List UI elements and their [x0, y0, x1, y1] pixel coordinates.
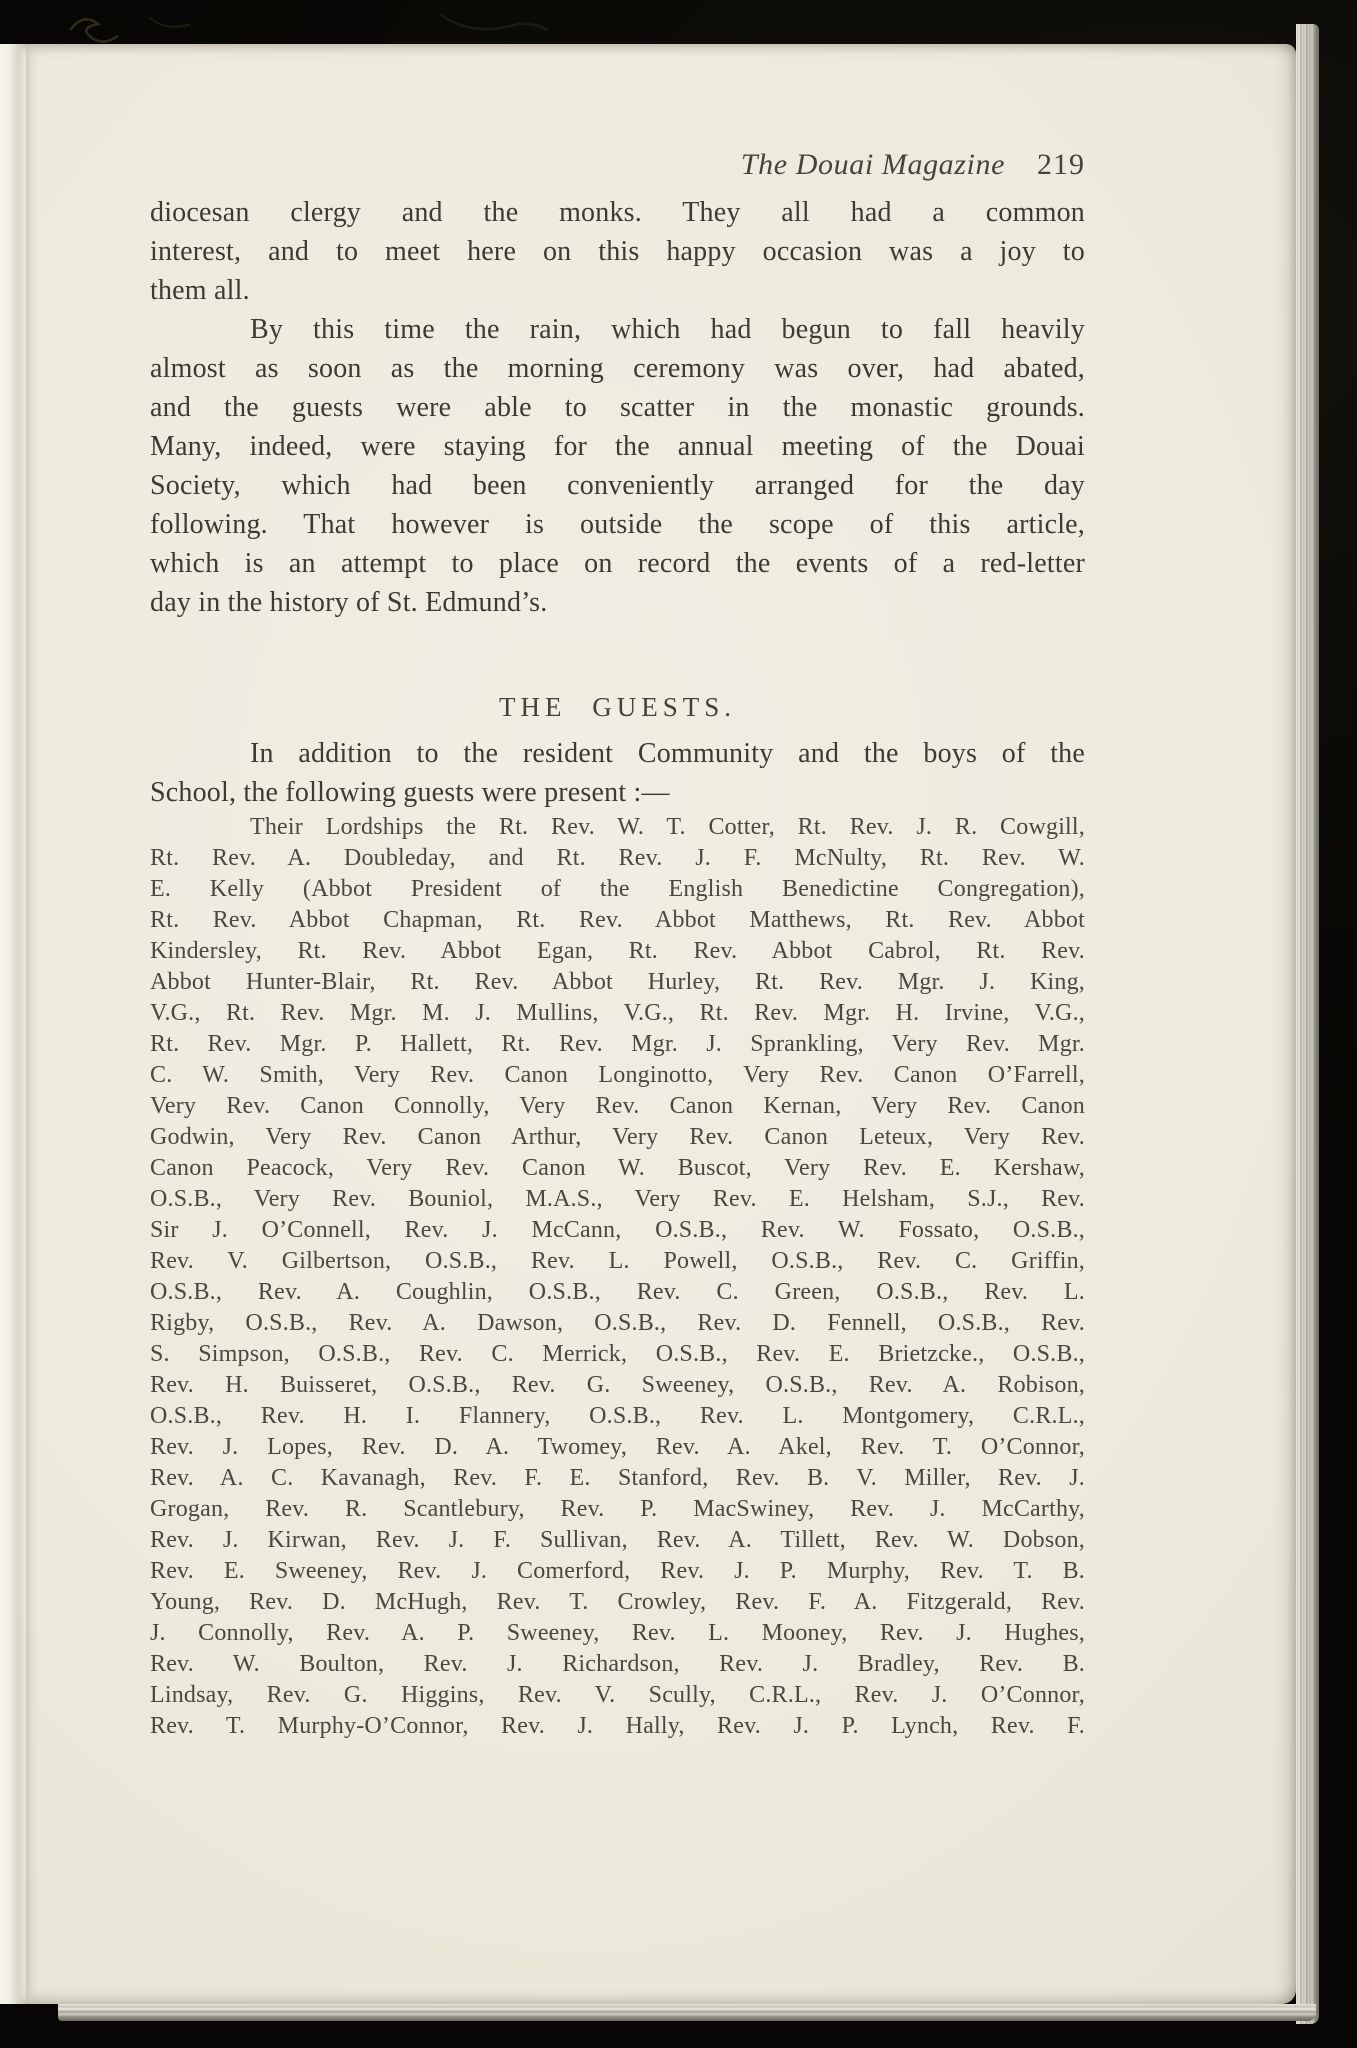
guest-list-line: Rt. Rev. Mgr. P. Hallett, Rt. Rev. Mgr. J. Sprankling, Very Rev. Mgr.: [150, 1031, 1085, 1057]
guest-list-line: O.S.B., Very Rev. Bouniol, M.A.S., Very Rev. E. Helsham, S.J., Rev.: [150, 1186, 1085, 1212]
body-text-line: By this time the rain, which had begun to fall heavily: [250, 314, 1085, 345]
guest-list-line: Their Lordships the Rt. Rev. W. T. Cotter, Rt. Rev. J. R. Cowgill,: [250, 814, 1085, 840]
guest-list-line: Young, Rev. D. McHugh, Rev. T. Crowley, Rev. F. A. Fitzgerald, Rev.: [150, 1589, 1085, 1615]
guest-list-line: Godwin, Very Rev. Canon Arthur, Very Rev. Canon Leteux, Very Rev.: [150, 1124, 1085, 1150]
guest-list-line: Rt. Rev. A. Doubleday, and Rt. Rev. J. F. McNulty, Rt. Rev. W.: [150, 845, 1085, 871]
guest-list-line: Grogan, Rev. R. Scantlebury, Rev. P. MacSwiney, Rev. J. McCarthy,: [150, 1496, 1085, 1522]
guest-list-line: Rev. J. Lopes, Rev. D. A. Twomey, Rev. A. Akel, Rev. T. O’Connor,: [150, 1434, 1085, 1460]
guest-list-line: V.G., Rt. Rev. Mgr. M. J. Mullins, V.G., Rt. Rev. Mgr. H. Irvine, V.G.,: [150, 1000, 1085, 1026]
guest-list-line: Kindersley, Rt. Rev. Abbot Egan, Rt. Rev. Abbot Cabrol, Rt. Rev.: [150, 938, 1085, 964]
guest-list-line: Rev. W. Boulton, Rev. J. Richardson, Rev. J. Bradley, Rev. B.: [150, 1651, 1085, 1677]
guests-intro-paragraph: [150, 734, 1085, 812]
body-paragraphs: [150, 193, 1085, 622]
guest-list-line: Rt. Rev. Abbot Chapman, Rt. Rev. Abbot Matthews, Rt. Rev. Abbot: [150, 907, 1085, 933]
guest-list-line: Sir J. O’Connell, Rev. J. McCann, O.S.B., Rev. W. Fossato, O.S.B.,: [150, 1217, 1085, 1243]
guest-list-line: Very Rev. Canon Connolly, Very Rev. Canon Kernan, Very Rev. Canon: [150, 1093, 1085, 1119]
body-text-line: almost as soon as the morning ceremony was over, had abated,: [150, 353, 1085, 384]
guest-list-line: O.S.B., Rev. A. Coughlin, O.S.B., Rev. C. Green, O.S.B., Rev. L.: [150, 1279, 1085, 1305]
guest-list-line: Rev. A. C. Kavanagh, Rev. F. E. Stanford, Rev. B. V. Miller, Rev. J.: [150, 1465, 1085, 1491]
page-text-column: [150, 193, 1085, 1742]
guest-list-line: Rev. J. Kirwan, Rev. J. F. Sullivan, Rev. A. Tillett, Rev. W. Dobson,: [150, 1527, 1085, 1553]
page-edge-stack-right: [1296, 24, 1319, 2024]
body-text-line: interest, and to meet here on this happy occasion was a joy to: [150, 236, 1085, 267]
page-gutter-fold: [0, 44, 26, 2004]
page-edge-stack-bottom: [58, 2004, 1316, 2021]
guest-list-line: Rigby, O.S.B., Rev. A. Dawson, O.S.B., Rev. D. Fennell, O.S.B., Rev.: [150, 1310, 1085, 1336]
section-heading: THE GUESTS.: [499, 692, 736, 722]
guest-list-line: Rev. V. Gilbertson, O.S.B., Rev. L. Powell, O.S.B., Rev. C. Griffin,: [150, 1248, 1085, 1274]
body-text-line: them all.: [150, 275, 250, 306]
guest-list-line: C. W. Smith, Very Rev. Canon Longinotto, Very Rev. Canon O’Farrell,: [150, 1062, 1085, 1088]
guest-list-line: Rev. T. Murphy-O’Connor, Rev. J. Hally, Rev. J. P. Lynch, Rev. F.: [150, 1713, 1085, 1739]
intro-text-line: In addition to the resident Community and the boys of the: [250, 738, 1085, 769]
page-number-label: 219: [1037, 148, 1085, 181]
journal-title: The Douai Magazine: [740, 148, 1005, 181]
guest-list-line: Abbot Hunter-Blair, Rt. Rev. Abbot Hurley, Rt. Rev. Mgr. J. King,: [150, 969, 1085, 995]
guest-list-line: O.S.B., Rev. H. I. Flannery, O.S.B., Rev. L. Montgomery, C.R.L.,: [150, 1403, 1085, 1429]
body-text-line: Society, which had been conveniently arranged for the day: [150, 470, 1085, 501]
guest-list-line: Rev. E. Sweeney, Rev. J. Comerford, Rev. J. P. Murphy, Rev. T. B.: [150, 1558, 1085, 1584]
guest-list-line: E. Kelly (Abbot President of the English Benedictine Congregation),: [150, 876, 1085, 902]
guest-list-line: Lindsay, Rev. G. Higgins, Rev. V. Scully, C.R.L., Rev. J. O’Connor,: [150, 1682, 1085, 1708]
body-text-line: day in the history of St. Edmund’s.: [150, 587, 548, 618]
guest-list: [150, 812, 1085, 1742]
guest-list-line: J. Connolly, Rev. A. P. Sweeney, Rev. L. Mooney, Rev. J. Hughes,: [150, 1620, 1085, 1646]
body-text-line: diocesan clergy and the monks. They all had a common: [150, 197, 1085, 228]
body-text-line: Many, indeed, were staying for the annual meeting of the Douai: [150, 431, 1085, 462]
intro-text-line: School, the following guests were present :—: [150, 777, 670, 808]
body-text-line: which is an attempt to place on record the events of a red-letter: [150, 548, 1085, 579]
body-text-line: and the guests were able to scatter in the monastic grounds.: [150, 392, 1085, 423]
guest-list-line: Canon Peacock, Very Rev. Canon W. Buscot, Very Rev. E. Kershaw,: [150, 1155, 1085, 1181]
guest-list-line: S. Simpson, O.S.B., Rev. C. Merrick, O.S.B., Rev. E. Brietzcke., O.S.B.,: [150, 1341, 1085, 1367]
body-text-line: following. That however is outside the scope of this article,: [150, 509, 1085, 540]
guest-list-line: Rev. H. Buisseret, O.S.B., Rev. G. Sweeney, O.S.B., Rev. A. Robison,: [150, 1372, 1085, 1398]
page-header: [150, 148, 1085, 182]
